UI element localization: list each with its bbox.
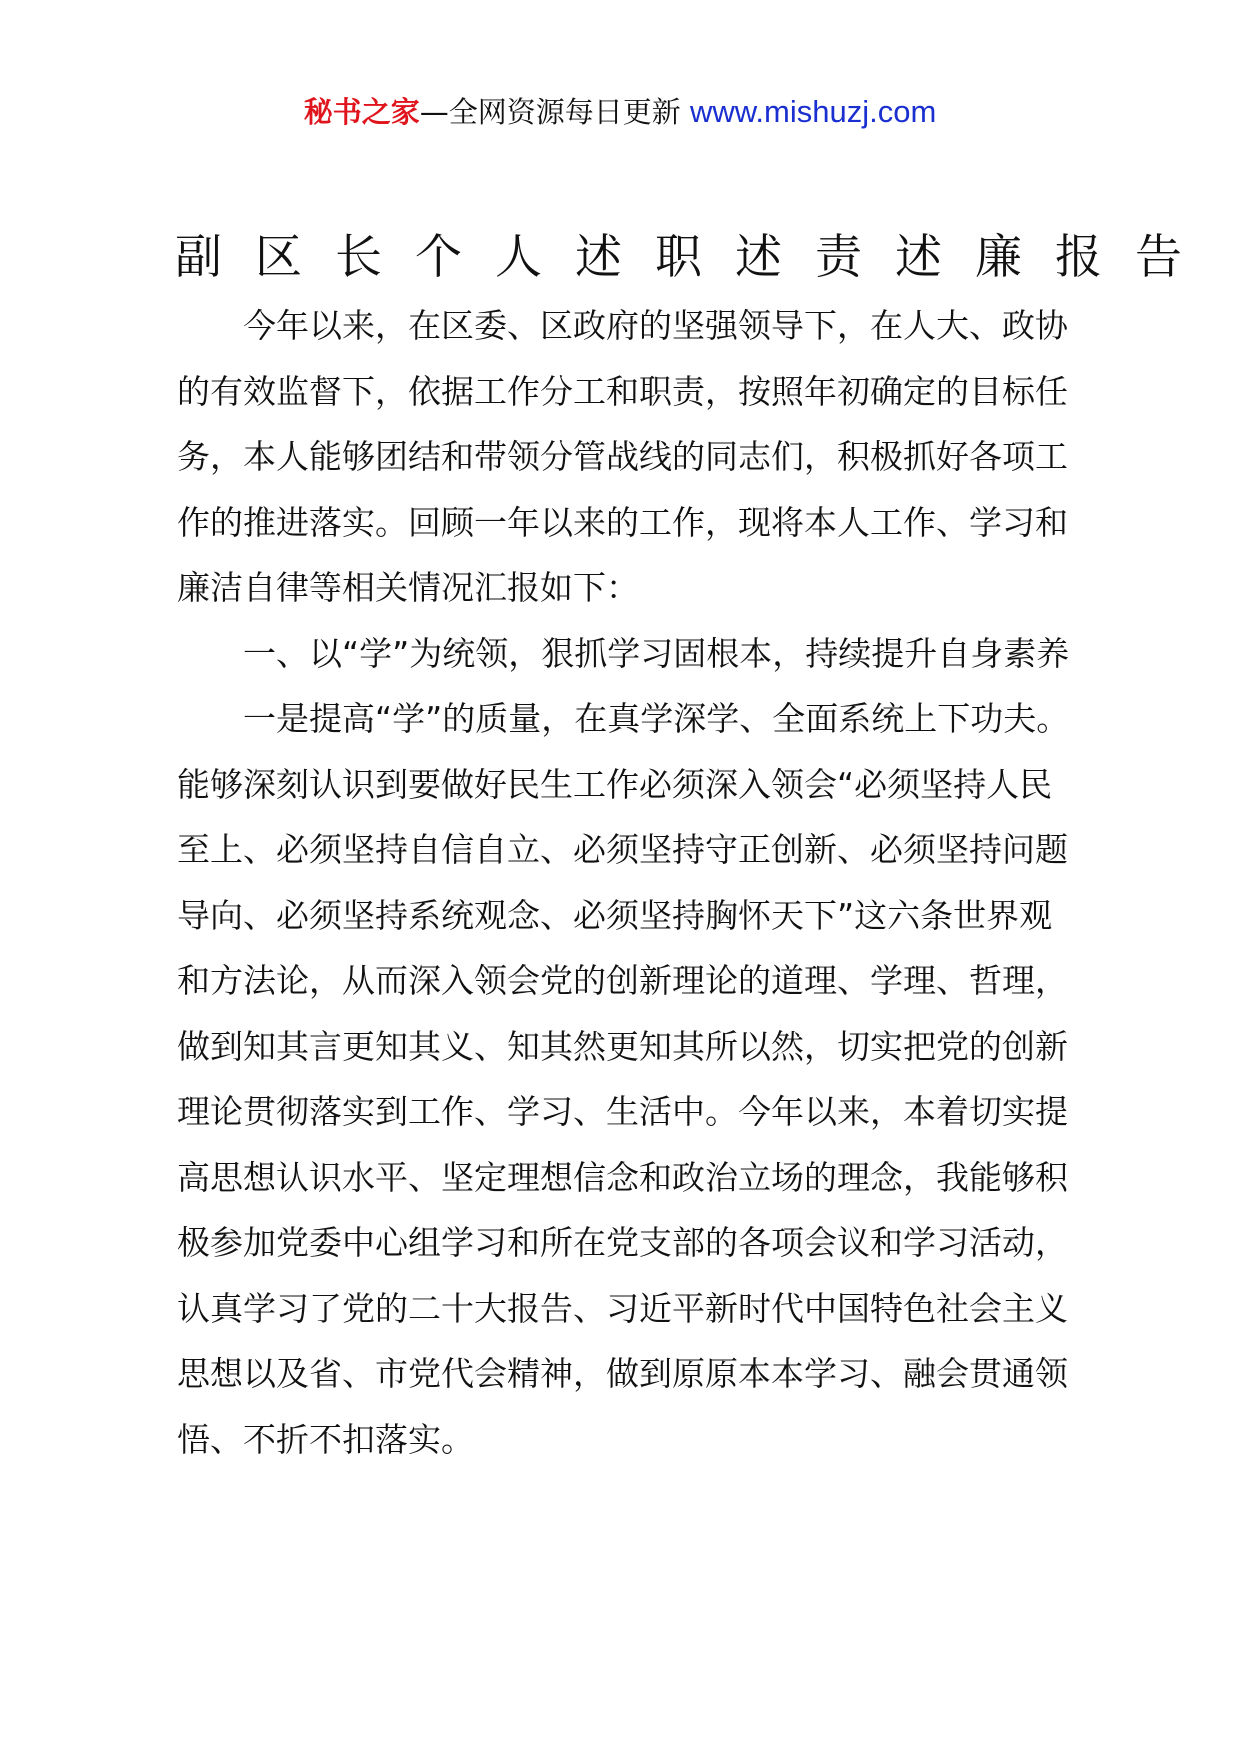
section-paragraph: 一是提高“学”的质量，在真学深学、全面系统上下功夫。能够深刻认识到要做好民生工作必须深入领会“必须坚持人民至上、必须坚持自信自立、必须坚持守正创新、必须坚持问题导向、必须坚持系统观念、必须坚持胸怀天下”这六条世界观和方法论，从而深入领会党的创新理论的道理、学理、哲理，做到知其言更知其义、知其然更知其所以然，切实把党的创新理论贯彻落实到工作、学习、生活中。今年以来，本着切实提高思想认识水平、坚定理想信念和政治立场的理念，我能够积极参加党委中心组学习和所在党支部的各项会议和学习活动，认真学习了党的二十大报告、习近平新时代中国特色社会主义思想以及省、市党代会精神，做到原原本本学习、融会贯通领悟、不折不扣落实。	[177, 699, 1070, 1459]
document-body	[177, 293, 1082, 1472]
site-brand: 秘书之家	[303, 95, 420, 129]
site-banner	[0, 92, 1240, 132]
section-heading: 一、以“学”为统领，狠抓学习固根本，持续提升自身素养	[243, 633, 1070, 673]
site-url-link[interactable]: www.mishuzj.com	[689, 94, 937, 129]
document-title: 副区长个人述职述责述廉报告	[175, 230, 1215, 285]
intro-paragraph: 今年以来，在区委、区政府的坚强领导下，在人大、政协的有效监督下，依据工作分工和职责，按照年初确定的目标任务，本人能够团结和带领分管战线的同志们，积极抓好各项工作的推进落实。回顾一年以来的工作，现将本人工作、学习和廉洁自律等相关情况汇报如下：	[177, 306, 1068, 607]
site-slogan: —全网资源每日更新	[419, 95, 690, 129]
